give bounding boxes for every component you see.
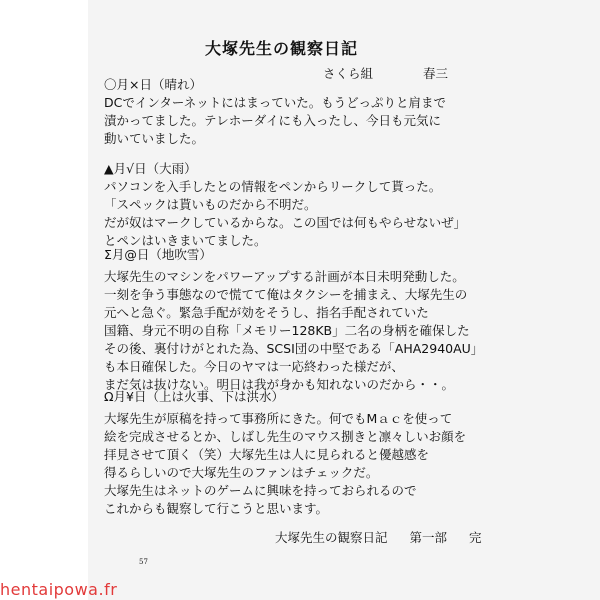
entry-line: 「スペックは貰いものだから不明だ。 [104,197,317,212]
entry-body [104,178,514,250]
part-label: 第一部 [409,530,448,545]
entry-line: も本日確保した。今日のヤマは一応終わった様だが、 [104,359,404,374]
series-name: 大塚先生の観察日記 [275,530,388,545]
entry-line: DCでインターネットにはまっていた。もうどっぷりと肩まで [104,95,446,110]
entry-line: パソコンを入手したとの情報をペンからリークして貰った。 [104,179,442,194]
entry-line: 大塚先生のマシンをパワーアップする計画が本日未明発動した。 [104,269,465,284]
entry-line: とペンはいきまいてました。 [104,233,267,248]
entry-line: 国籍、身元不明の自称「メモリー128KB」二名の身柄を確保した [104,323,470,338]
entry-line: まだ気は抜けない。明日は我が身かも知れないのだから・・。 [104,377,455,392]
entry-body [104,410,514,518]
entry-line: 漬かってました。テレホーダイにも入ったし、今日も元気に [104,113,442,128]
entry-line: 一刻を争う事態なので慌てて俺はタクシーを捕まえ、大塚先生の [104,287,468,302]
entry-line: 元へと急ぐ。緊急手配が効をそうし、指名手配されていた [104,305,429,320]
page-title: 大塚先生の観察日記 [205,39,359,58]
entry-date: Ω月¥日（上は火事、下は洪水） [104,389,285,404]
entry-line: これからも観察して行こうと思います。 [104,501,329,516]
diary-entry-1 [104,76,514,148]
entry-date: Σ月@日（地吹雪） [104,247,212,262]
diary-entry-2 [104,160,514,250]
entry-line: 得るらしいので大塚先生のファンはチェックだ。 [104,465,379,480]
entry-body [104,94,514,148]
entry-line: 拝見させて頂く（笑）大塚先生は人に見られると優越感を [104,447,430,462]
diary-entry-3 [104,246,514,394]
entry-line: 大塚先生はネットのゲームに興味を持っておられるので [104,483,417,498]
diary-entry-4 [104,388,514,518]
entry-line: だが奴はマークしているからな。この国では何もやらせないぜ」 [104,215,467,230]
entry-line: 大塚先生が原稿を持って事務所にきた。何でもMａｃを使って [104,411,453,426]
entry-date: 〇月×日（晴れ） [104,77,202,92]
page-number: 57 [139,558,148,566]
byline-group: さくら組 [323,66,374,81]
closing-line [275,528,482,546]
entry-line: 動いていました。 [104,131,205,146]
end-label: 完 [469,530,482,545]
entry-date: ▲月√日（大雨） [104,161,197,176]
watermark: hentaipowa.fr [0,580,118,599]
byline-author: 春三 [423,66,449,81]
entry-line: 絵を完成させるとか、しばし先生のマウス捌きと凛々しいお顔を [104,429,467,444]
entry-body [104,268,514,394]
entry-line: その後、裏付けがとれた為、SCSI団の中堅である「AHA2940AU」 [104,341,484,356]
